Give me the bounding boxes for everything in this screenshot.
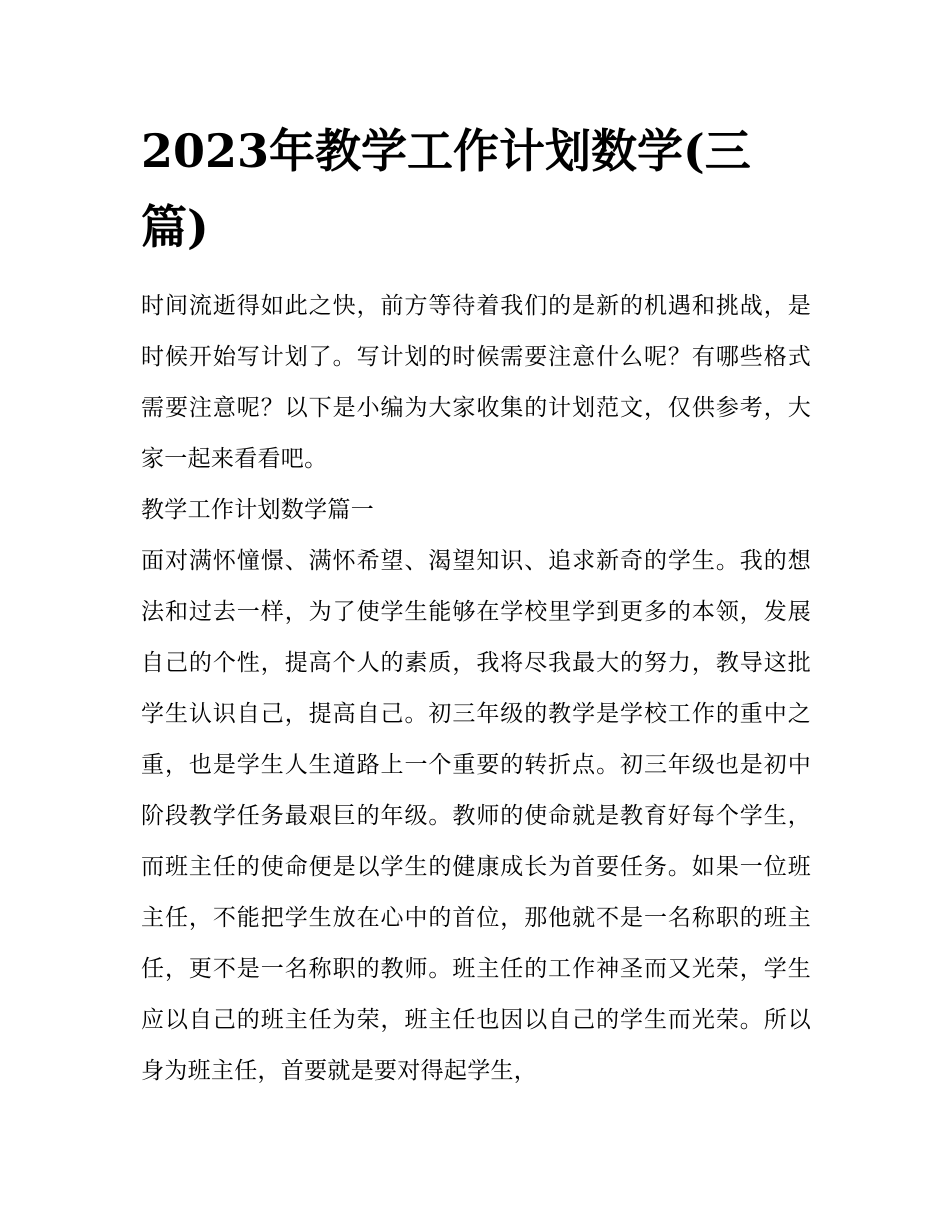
- document-body: [141, 281, 811, 1097]
- section-paragraph: 面对满怀憧憬、满怀希望、渴望知识、追求新奇的学生。我的想法和过去一样，为了使学生能够在学校里学到更多的本领，发展自己的个性，提高个人的素质，我将尽我最大的努力，教导这批学生认识自己，提高自己。初三年级的教学是学校工作的重中之重，也是学生人生道路上一个重要的转折点。初三年级也是初中阶段教学任务最艰巨的年级。教师的使命就是教育好每个学生，而班主任的使命便是以学生的健康成长为首要任务。如果一位班主任，不能把学生放在心中的首位，那他就不是一名称职的班主任，更不是一名称职的教师。班主任的工作神圣而又光荣，学生应以自己的班主任为荣，班主任也因以自己的学生而光荣。所以身为班主任，首要就是要对得起学生，: [141, 548, 811, 1084]
- intro-paragraph: 时间流逝得如此之快，前方等待着我们的是新的机遇和挑战，是时候开始写计划了。写计划的时候需要注意什么呢？有哪些格式需要注意呢？以下是小编为大家收集的计划范文，仅供参考，大家一起来看看吧。: [141, 293, 811, 472]
- section-heading: 教学工作计划数学篇一: [141, 497, 374, 523]
- document-content: [141, 113, 811, 1097]
- document-title: 2023年教学工作计划数学(三篇): [141, 124, 751, 254]
